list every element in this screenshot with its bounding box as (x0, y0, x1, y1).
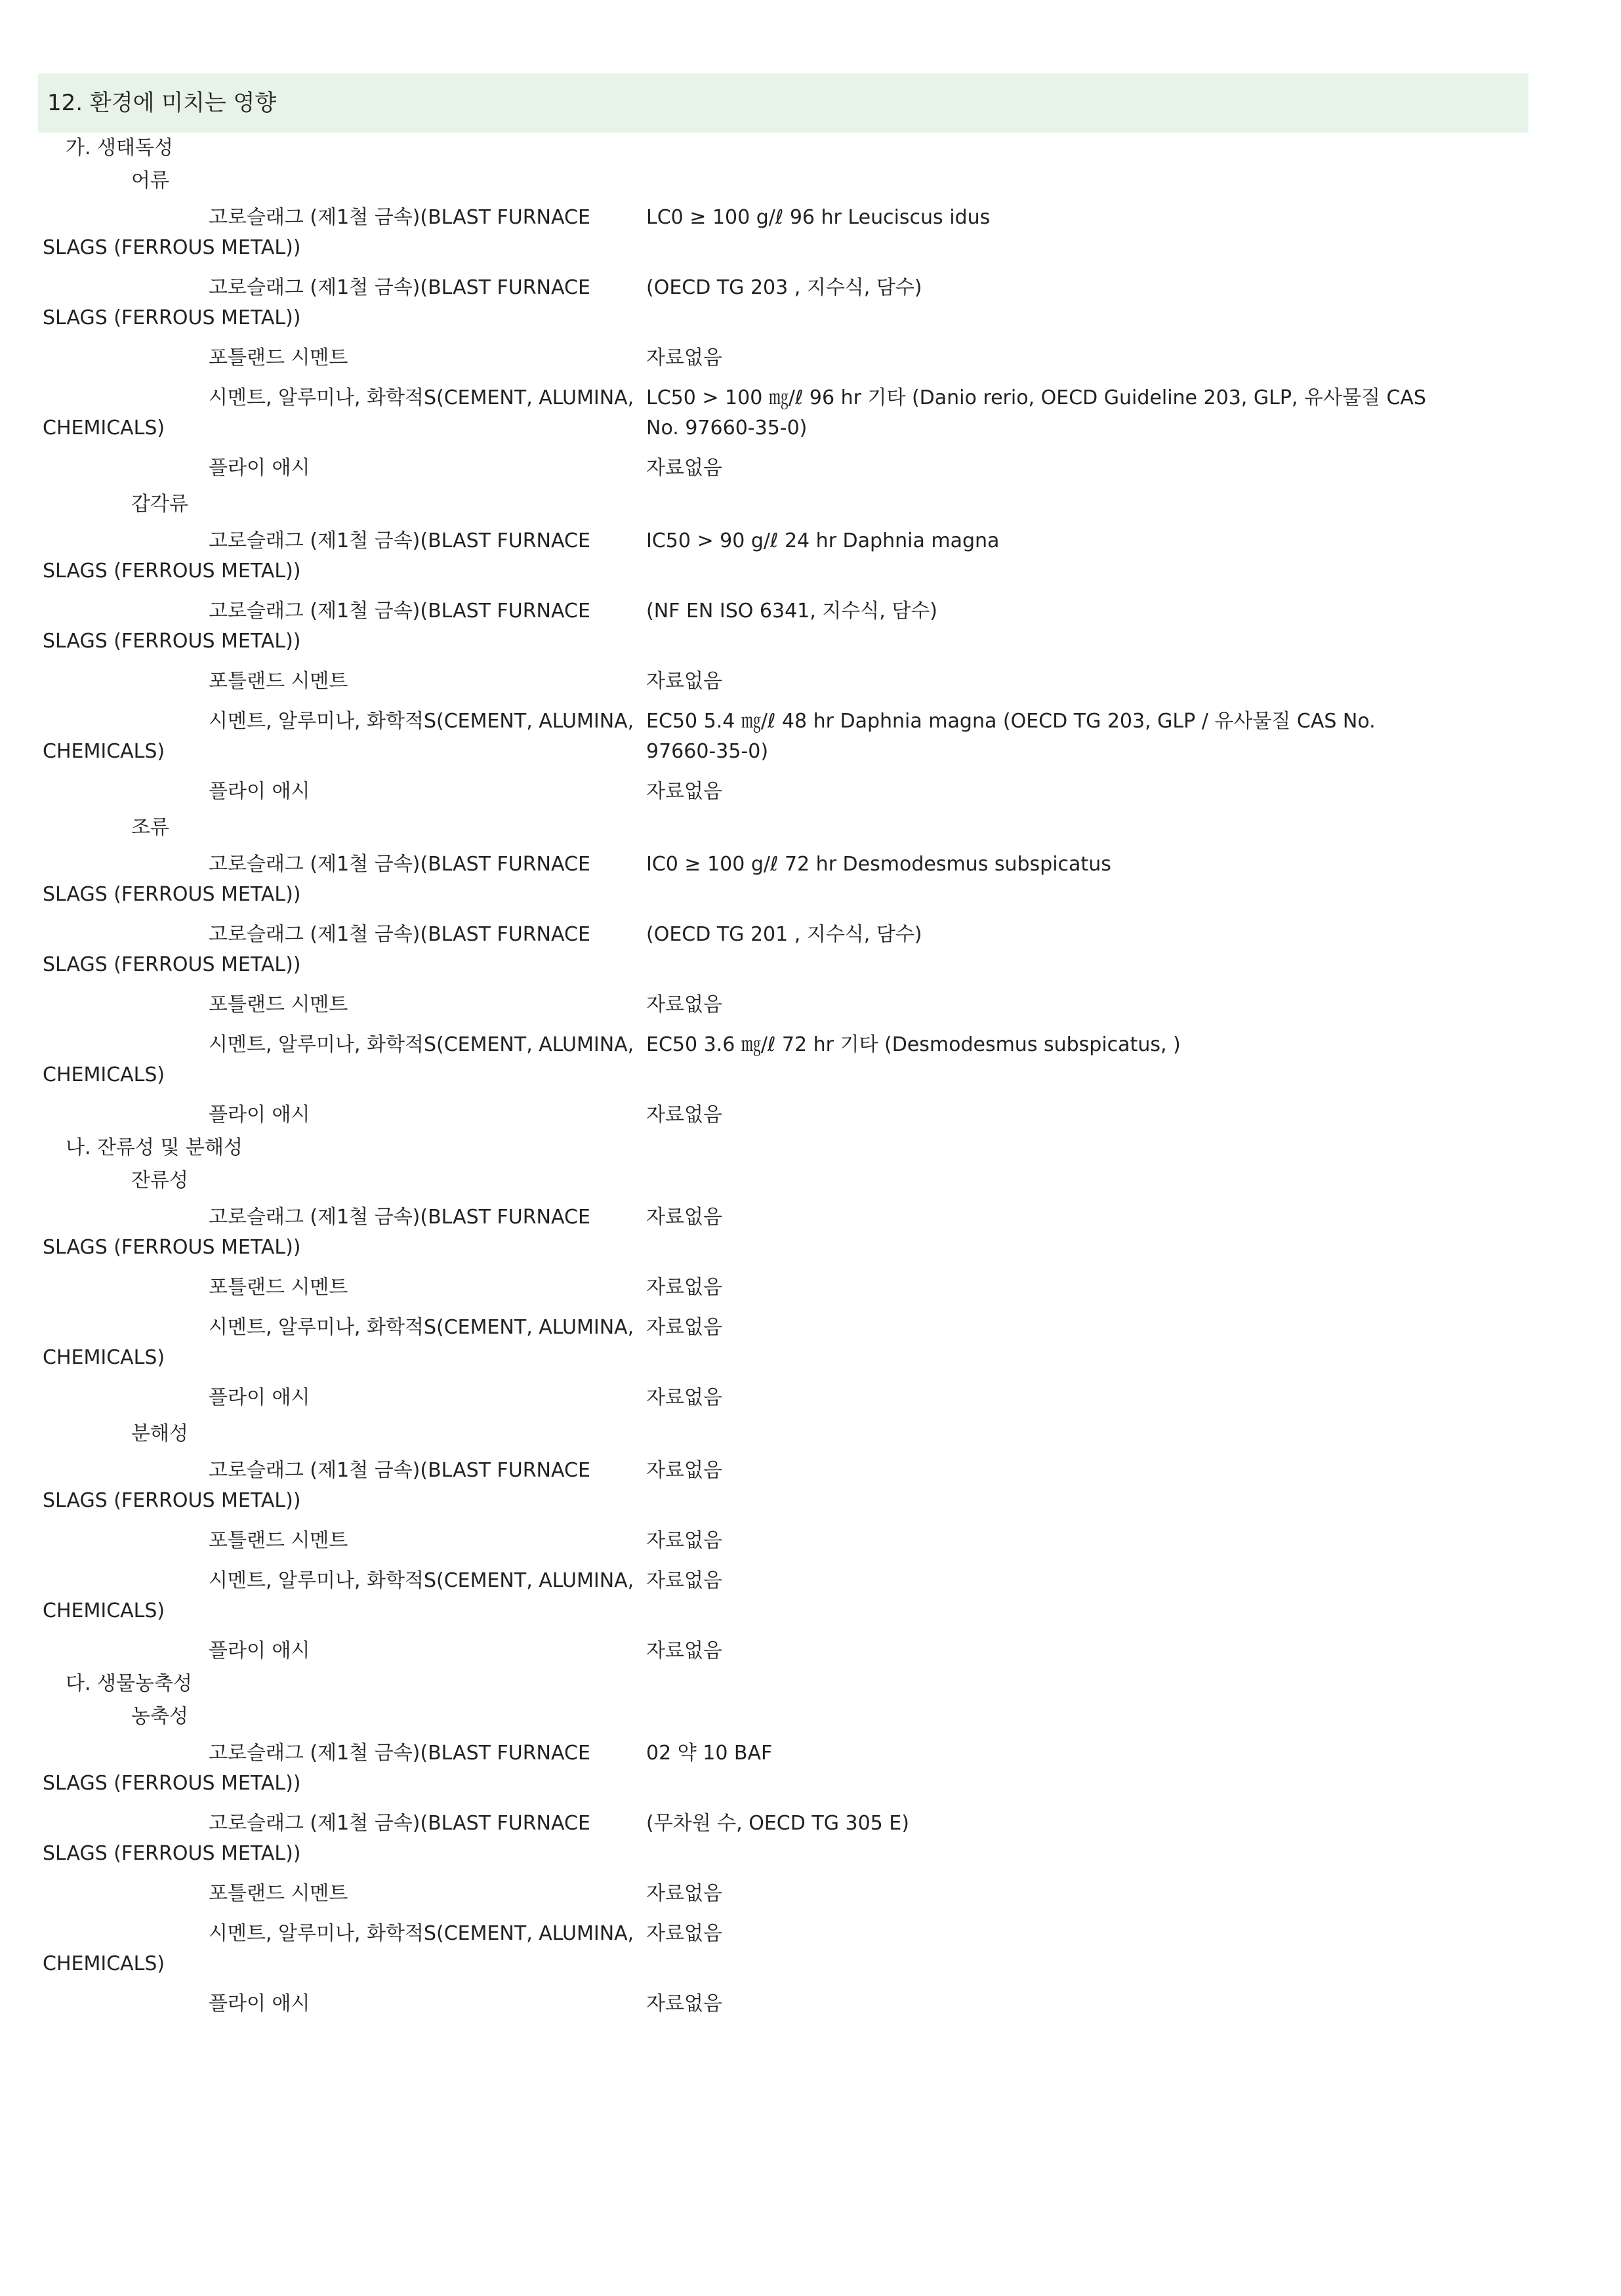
substance-name: 시멘트, 알루미나, 화학적S(CEMENT, ALUMINA, CHEMICALS) (43, 1033, 634, 1086)
data-value: 자료없음 (646, 1276, 722, 1299)
substance-name: 시멘트, 알루미나, 화학적S(CEMENT, ALUMINA, CHEMICALS) (43, 1569, 634, 1622)
substance-name: 플라이 애시 (209, 1386, 310, 1409)
data-row (0, 1202, 1621, 1263)
substance-name: 고로슬래그 (제1철 금속)(BLAST FURNACE SLAGS (FERROUS METAL)) (43, 1742, 590, 1795)
substance-name: 플라이 애시 (209, 1992, 310, 2015)
data-row (0, 1919, 1621, 1979)
substance-name: 고로슬래그 (제1철 금속)(BLAST FURNACE SLAGS (FERROUS METAL)) (43, 1206, 590, 1259)
data-row (0, 777, 1621, 807)
data-value: 자료없음 (646, 1639, 722, 1662)
substance-name: 포틀랜드 시멘트 (209, 1529, 348, 1552)
data-row (0, 1989, 1621, 2019)
data-value: 자료없음 (646, 780, 722, 803)
data-value: 자료없음 (646, 1529, 722, 1552)
data-row (0, 1879, 1621, 1909)
data-value: 자료없음 (646, 1459, 722, 1482)
substance-name: 포틀랜드 시멘트 (209, 1882, 348, 1905)
subgroup-heading: 갑각류 (131, 493, 188, 516)
data-row (0, 526, 1621, 586)
data-value: LC0 ≥ 100 g/ℓ 96 hr Leuciscus idus (646, 206, 991, 229)
substance-name: 고로슬래그 (제1철 금속)(BLAST FURNACE SLAGS (FERROUS METAL)) (43, 529, 590, 583)
data-row (0, 1636, 1621, 1666)
data-value: 자료없음 (646, 1103, 722, 1126)
group-heading: 다. 생물농축성 (66, 1672, 192, 1695)
substance-name: 고로슬래그 (제1철 금속)(BLAST FURNACE SLAGS (FERROUS METAL)) (43, 1812, 590, 1865)
data-value: (NF EN ISO 6341, 지수식, 담수) (646, 600, 938, 623)
substance-name: 고로슬래그 (제1철 금속)(BLAST FURNACE SLAGS (FERROUS METAL)) (43, 1459, 590, 1512)
section-content (0, 133, 1621, 2025)
data-row (0, 1273, 1621, 1303)
substance-name: 포틀랜드 시멘트 (209, 670, 348, 693)
data-value: 02 약 10 BAF (646, 1742, 773, 1765)
data-value: LC50 > 100 ㎎/ℓ 96 hr 기타 (Danio rerio, OECD Guideline 203, GLP, 유사물질 CAS No. 97660-35-0) (646, 386, 1426, 440)
substance-name: 포틀랜드 시멘트 (209, 1276, 348, 1299)
substance-name: 고로슬래그 (제1철 금속)(BLAST FURNACE SLAGS (FERROUS METAL)) (43, 600, 590, 653)
substance-name: 시멘트, 알루미나, 화학적S(CEMENT, ALUMINA, CHEMICALS) (43, 1316, 634, 1369)
data-value: 자료없음 (646, 457, 722, 480)
section-title: 12. 환경에 미치는 영향 (38, 73, 1529, 133)
data-row (0, 1383, 1621, 1413)
data-value: 자료없음 (646, 1569, 722, 1592)
substance-name: 고로슬래그 (제1철 금속)(BLAST FURNACE SLAGS (FERROUS METAL)) (43, 853, 590, 906)
data-row (0, 1566, 1621, 1626)
data-row (0, 203, 1621, 263)
data-row (0, 343, 1621, 373)
data-row (0, 920, 1621, 980)
data-row (0, 1100, 1621, 1130)
data-row (0, 273, 1621, 333)
data-row (0, 850, 1621, 910)
data-value: 자료없음 (646, 1316, 722, 1339)
substance-name: 플라이 애시 (209, 457, 310, 480)
data-row (0, 1030, 1621, 1090)
data-value: EC50 3.6 ㎎/ℓ 72 hr 기타 (Desmodesmus subspicatus, ) (646, 1033, 1181, 1056)
subgroup-heading: 조류 (131, 816, 169, 839)
data-row (0, 1456, 1621, 1516)
data-value: (OECD TG 203 , 지수식, 담수) (646, 276, 922, 299)
data-row (0, 1738, 1621, 1799)
data-value: (OECD TG 201 , 지수식, 담수) (646, 923, 922, 946)
substance-name: 고로슬래그 (제1철 금속)(BLAST FURNACE SLAGS (FERROUS METAL)) (43, 206, 590, 259)
data-row (0, 1526, 1621, 1556)
data-row (0, 990, 1621, 1020)
data-value: 자료없음 (646, 1992, 722, 2015)
subgroup-heading: 분해성 (131, 1422, 188, 1445)
data-value: 자료없음 (646, 670, 722, 693)
group-heading: 가. 생태독성 (66, 136, 173, 159)
data-value: (무차원 수, OECD TG 305 E) (646, 1812, 909, 1835)
data-value: 자료없음 (646, 1206, 722, 1229)
substance-name: 고로슬래그 (제1철 금속)(BLAST FURNACE SLAGS (FERROUS METAL)) (43, 276, 590, 329)
data-row (0, 666, 1621, 697)
subgroup-heading: 잔류성 (131, 1169, 188, 1192)
substance-name: 플라이 애시 (209, 1103, 310, 1126)
substance-name: 플라이 애시 (209, 780, 310, 803)
subgroup-heading: 농축성 (131, 1705, 188, 1728)
substance-name: 시멘트, 알루미나, 화학적S(CEMENT, ALUMINA, CHEMICALS) (43, 1922, 634, 1975)
subgroup-heading: 어류 (131, 169, 169, 192)
data-row (0, 1313, 1621, 1373)
substance-name: 시멘트, 알루미나, 화학적S(CEMENT, ALUMINA, CHEMICALS) (43, 386, 634, 440)
data-row (0, 596, 1621, 657)
data-value: 자료없음 (646, 346, 722, 369)
data-value: EC50 5.4 ㎎/ℓ 48 hr Daphnia magna (OECD TG 203, GLP / 유사물질 CAS No. 97660-35-0) (646, 710, 1376, 763)
data-row (0, 383, 1621, 443)
data-value: IC0 ≥ 100 g/ℓ 72 hr Desmodesmus subspicatus (646, 853, 1111, 876)
data-row (0, 707, 1621, 767)
data-row (0, 453, 1621, 483)
data-value: IC50 > 90 g/ℓ 24 hr Daphnia magna (646, 529, 1000, 552)
data-value: 자료없음 (646, 1882, 722, 1905)
substance-name: 고로슬래그 (제1철 금속)(BLAST FURNACE SLAGS (FERROUS METAL)) (43, 923, 590, 976)
data-value: 자료없음 (646, 1386, 722, 1409)
substance-name: 포틀랜드 시멘트 (209, 346, 348, 369)
substance-name: 시멘트, 알루미나, 화학적S(CEMENT, ALUMINA, CHEMICALS) (43, 710, 634, 763)
substance-name: 플라이 애시 (209, 1639, 310, 1662)
group-heading: 나. 잔류성 및 분해성 (66, 1136, 243, 1159)
data-value: 자료없음 (646, 1922, 722, 1945)
data-row (0, 1809, 1621, 1869)
data-value: 자료없음 (646, 993, 722, 1016)
substance-name: 포틀랜드 시멘트 (209, 993, 348, 1016)
